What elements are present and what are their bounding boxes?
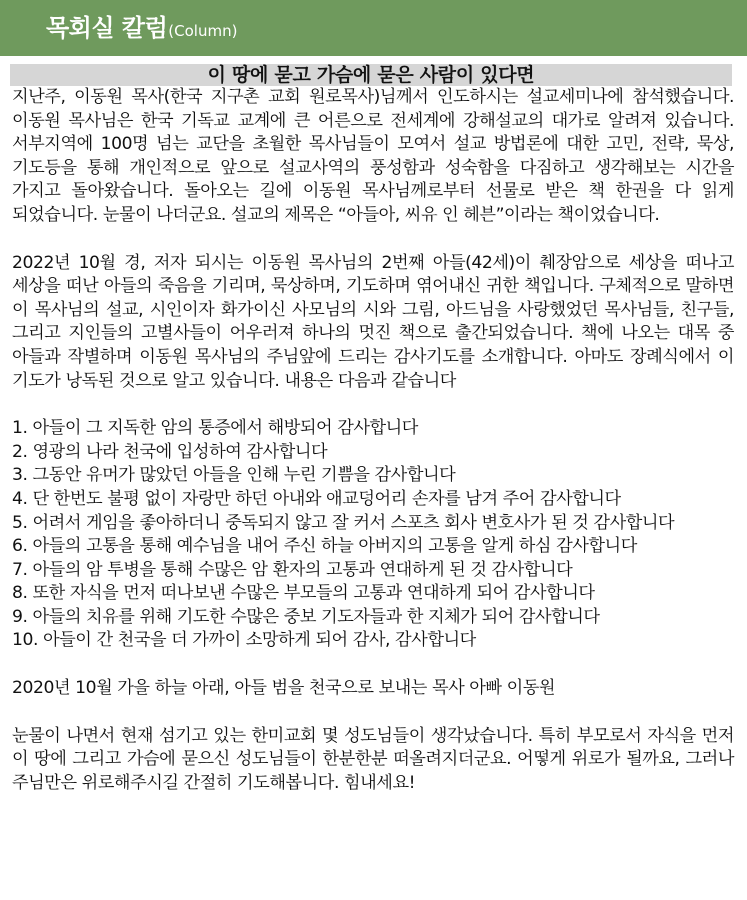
list-item: 1. 아들이 그 지독한 암의 통증에서 해방되어 감사합니다 bbox=[12, 418, 418, 439]
list-item: 6. 아들의 고통을 통해 예수님을 내어 주신 하늘 아버지의 고통을 알게 하심 감사합니다 bbox=[12, 536, 637, 557]
paragraph-gap bbox=[12, 393, 734, 417]
list-item: 3. 그동안 유머가 많았던 아들을 인해 누린 기쁨을 감사합니다 bbox=[12, 465, 456, 486]
list-item: 8. 또한 자식을 먼저 떠나보낸 수많은 부모들의 고통과 연대하게 되어 감사합니다 bbox=[12, 583, 595, 604]
list-item: 9. 아들의 치유를 위해 기도한 수많은 중보 기도자들과 한 지체가 되어 감사합니다 bbox=[12, 606, 600, 627]
list-item: 4. 단 한번도 불평 없이 자랑만 하던 아내와 애교덩어리 손자를 남겨 주어 감사합니다 bbox=[12, 488, 621, 509]
list-item: 10. 아들이 간 천국을 더 가까이 소망하게 되어 감사, 감사합니다 bbox=[12, 630, 476, 651]
paragraph-gap bbox=[12, 653, 734, 677]
paragraph-closing: 눈물이 나면서 현재 섬기고 있는 한미교회 몇 성도님들이 생각났습니다. 특히 부모로서 자식을 먼저 이 땅에 그리고 가슴에 묻으신 성도님들이 한분한분 떠올려지더군요. 어떻게 위로가 될까요, 그러나 주님만은 위로해주시길 간절히 기도해봅니다. 힘내세요! bbox=[12, 725, 734, 793]
header-bar bbox=[0, 0, 747, 56]
header-title bbox=[46, 8, 237, 43]
list-item: 2. 영광의 나라 천국에 입성하여 감사합니다 bbox=[12, 441, 328, 462]
prayer-list bbox=[12, 417, 734, 653]
column-subtitle: (Column) bbox=[168, 21, 238, 40]
paragraph-book: 2022년 10월 경, 저자 되시는 이동원 목사님의 2번째 아들(42세)이 췌장암으로 세상을 떠나고 세상을 떠난 아들의 죽음을 기리며, 묵상하며, 기도하며 엮어내신 귀한 책입니다. 구체적으로 말하면 이 목사님의 설교, 시인이자 화가이신 사모님의 시와 그림, 아드님을 사랑했었던 목사님들, 친구들, 그리고 지인들의 고별사들이 어우러져 하나의 멋진 책으로 출간되었습니다. 책에 나오는 대목 중 아들과 작별하며 이동원 목사님의 주님앞에 드리는 감사기도를 소개합니다. 아마도 장례식에서 이 기도가 낭독된 것으로 알고 있습니다. 내용은 다음과 같습니다 bbox=[12, 252, 734, 391]
list-item: 5. 어려서 게임을 좋아하더니 중독되지 않고 잘 커서 스포츠 회사 변호사가 된 것 감사합니다 bbox=[12, 512, 675, 533]
list-item: 7. 아들의 암 투병을 통해 수많은 암 환자의 고통과 연대하게 된 것 감사합니다 bbox=[12, 559, 573, 580]
signature-line: 2020년 10월 가을 하늘 아래, 아들 범을 천국으로 보내는 목사 아빠 이동원 bbox=[12, 678, 556, 699]
paragraph-gap bbox=[12, 228, 734, 252]
paragraph-gap bbox=[12, 701, 734, 725]
article-title: 이 땅에 묻고 가슴에 묻은 사람이 있다면 bbox=[10, 64, 732, 86]
column-name: 목회실 칼럼 bbox=[46, 13, 168, 42]
paragraph-intro: 지난주, 이동원 목사(한국 지구촌 교회 원로목사)님께서 인도하시는 설교세미나에 참석했습니다. 이동원 목사님은 한국 기독교 교계에 큰 어른으로 전세계에 강해설교의 대가로 알려져 있습니다. 서부지역에 100명 넘는 교단을 초월한 목사님들이 모여서 설교 방법론에 대한 고민, 전략, 묵상, 기도등을 통해 개인적으로 앞으로 설교사역의 풍성함과 성숙함을 다짐하고 생각해보는 시간을 가지고 돌아왔습니다. 돌아오는 길에 이동원 목사님께로부터 선물로 받은 책 한권을 다 읽게 되었습니다. 눈물이 나더군요. 설교의 제목은 “아들아, 씨유 인 헤븐”이라는 책이었습니다. bbox=[12, 87, 734, 225]
article-body bbox=[12, 86, 734, 795]
